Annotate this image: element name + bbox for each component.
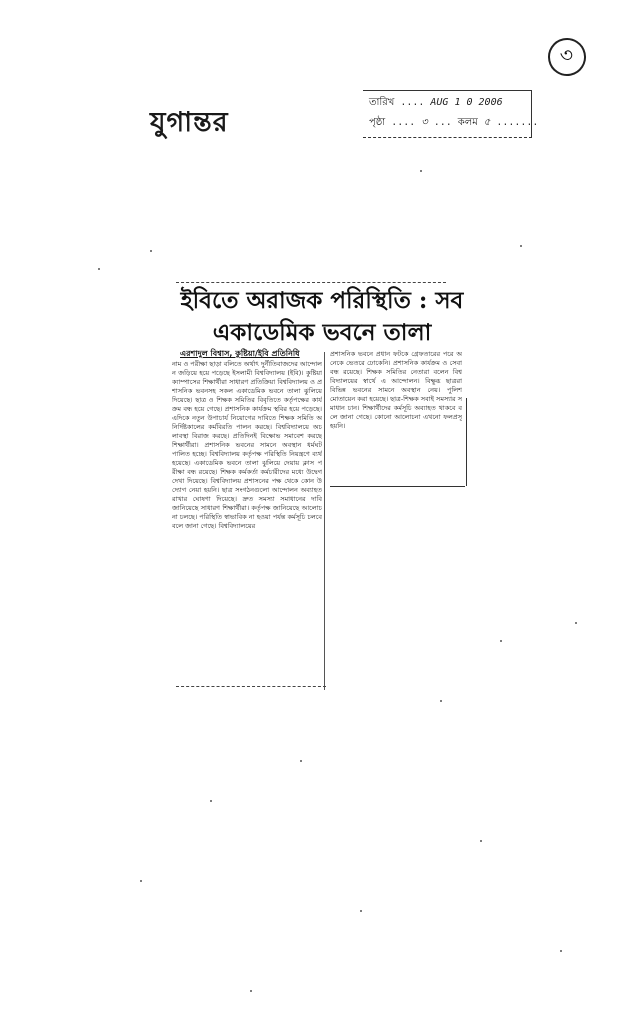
scan-speck <box>440 700 442 702</box>
headline-line-2: একাডেমিক ভবনে তালা <box>212 319 432 346</box>
stamp-page-label: পৃষ্ঠা <box>369 118 386 129</box>
stamp-page-row: পৃষ্ঠা .... ৩ ... কলম ৫ ....... <box>369 117 539 129</box>
stamp-column-label: কলম <box>457 118 478 129</box>
scan-speck <box>420 170 422 172</box>
scan-speck <box>140 880 142 882</box>
page-number-mark: ৩ <box>544 34 589 79</box>
handwritten-bracket-mark <box>448 398 467 486</box>
scan-speck <box>575 622 577 624</box>
article-headline <box>172 285 472 349</box>
scan-speck <box>480 840 482 842</box>
scan-speck <box>250 990 252 992</box>
clipping-stamp <box>363 90 539 138</box>
stamp-date-value: AUG 1 0 2006 <box>430 97 503 108</box>
scan-speck <box>500 640 502 642</box>
scan-speck <box>150 250 152 252</box>
stamp-column-value: ৫ <box>483 117 491 128</box>
scan-speck <box>300 760 302 762</box>
stamp-date-label: তারিখ <box>369 98 395 109</box>
stamp-date-row: তারিখ .... AUG 1 0 2006 <box>369 97 503 109</box>
scan-speck <box>210 800 212 802</box>
article-column-1: নাম ও পরীক্ষা ছাড়া বলিতে অর্থাৎ দুর্নীতিবাজদের আন্দোলন জড়িয়ে হয়ে পড়েছে ইসলামী বিশ্ববিদ্যালয় (ইবি)। কুষ্টিয়া ক্যাম্পাসের শিক্ষার্থীরা সাধারণ প্রতিক্রিয়া বিশ্ববিদ্যালয় ও প্রশাসনিক ভবনসহ সকল একাডেমিক ভবনে তালা ঝুলিয়ে দিয়েছে। ছাত্র ও শিক্ষক সমিতির বিবৃতিতে কর্তৃপক্ষের কার্যক্রম বন্ধ হয়ে গেছে। প্রশাসনিক কার্যক্রম স্থবির হয়ে পড়েছে। এদিকে নতুন উপাচার্য নিয়োগের দাবিতে শিক্ষক সমিতি অনির্দিষ্টকালের কর্মবিরতি পালন করছে। বিশ্ববিদ্যালয়ে অচলাবস্থা বিরাজ করছে। প্রতিদিনই বিক্ষোভ সমাবেশ করছে শিক্ষার্থীরা। প্রশাসনিক ভবনের সামনে অবস্থান ধর্মঘট পালিত হচ্ছে। বিশ্ববিদ্যালয় কর্তৃপক্ষ পরিস্থিতি নিয়ন্ত্রণে ব্যর্থ হয়েছে। একাডেমিক ভবনে তালা ঝুলিয়ে দেয়ায় ক্লাস পরীক্ষা বন্ধ রয়েছে। শিক্ষক কর্মকর্তা কর্মচারীদের মধ্যে উদ্বেগ দেখা দিয়েছে। বিশ্ববিদ্যালয় প্রশাসনের পক্ষ থেকে কোন উদ্যোগ নেয়া হয়নি। ছাত্র সংগঠনগুলো আন্দোলন অব্যাহত রাখার ঘোষণা দিয়েছে। দ্রুত সমস্যা সমাধানের দাবি জানিয়েছে সাধারণ শিক্ষার্থীরা। কর্তৃপক্ষ জানিয়েছে আলোচনা চলছে। পরিস্থিতি স্বাভাবিক না হওয়া পর্যন্ত কর্মসূচি চলবে বলে জানা গেছে। বিশ্ববিদ্যালয়ের <box>172 360 322 530</box>
headline-line-1: ইবিতে অরাজক পরিস্থিতি : সব <box>180 287 464 314</box>
article-column-2: প্রশাসনিক ভবনে প্রধান ফটকে গ্রেফতারের পরে অনেকে ভেতরে ঢোকেনি। প্রশাসনিক কার্যক্রম ও সেবা বন্ধ রয়েছে। শিক্ষক সমিতির নেতারা বলেন বিশ্ববিদ্যালয়ের স্বার্থে এ আন্দোলন। বিক্ষুব্ধ ছাত্ররা বিভিন্ন ভবনের সামনে অবস্থান নেয়। পুলিশ মোতায়েন করা হয়েছে। ছাত্র-শিক্ষক সবাই সমস্যার সমাধান চান। শিক্ষার্থীদের কর্মসূচি অব্যাহত থাকবে বলে জানা গেছে। কোনো আলোচনা এখনো ফলপ্রসূ হয়নি। <box>330 350 462 430</box>
newspaper-masthead: যুগান্তর <box>150 107 229 138</box>
column-divider <box>324 352 325 690</box>
scan-speck <box>560 950 562 952</box>
stamp-page-value: ৩ <box>421 117 428 128</box>
scan-speck <box>98 268 100 270</box>
clipping-bottom-rule <box>176 686 326 687</box>
scan-speck <box>360 910 362 912</box>
clipping-top-rule <box>176 282 446 283</box>
column-2-end-rule <box>330 486 465 487</box>
article-byline: এরশাদুল বিশ্বাস, কুষ্টিয়া/ইবি প্রতিনিধি <box>180 349 300 358</box>
scan-speck <box>520 245 522 247</box>
